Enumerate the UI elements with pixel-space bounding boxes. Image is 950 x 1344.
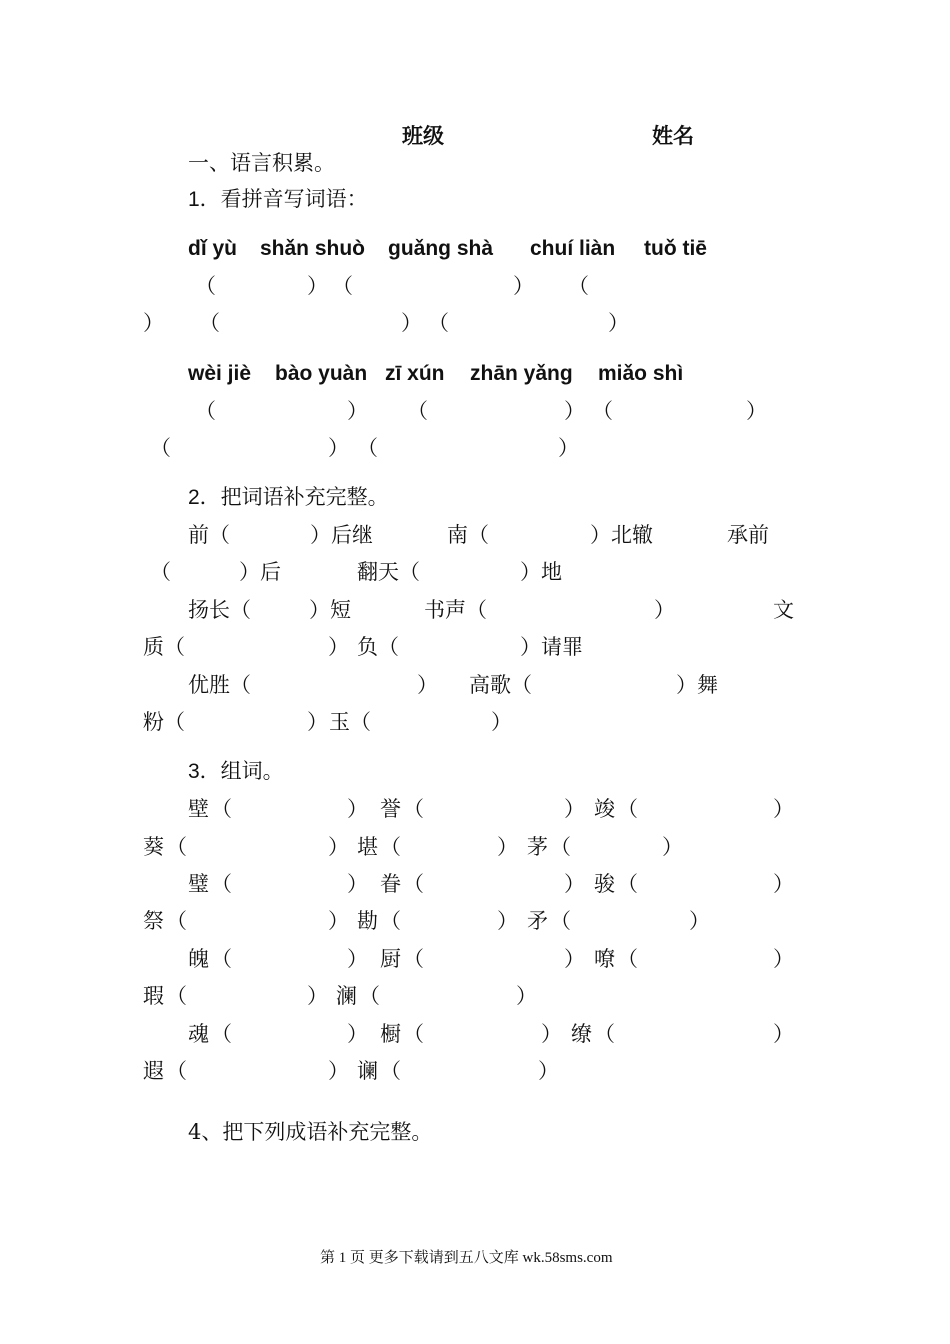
fill-text: （ bbox=[150, 560, 171, 584]
answer-blank-close: ） bbox=[328, 1059, 349, 1083]
answer-blank-close: ） bbox=[347, 399, 368, 423]
answer-blank-open: （ bbox=[617, 797, 638, 821]
answer-blank-open: （ bbox=[166, 909, 187, 933]
word-char: 壁 bbox=[188, 797, 209, 821]
answer-blank-close: ） bbox=[347, 947, 368, 971]
word-char: 缭 bbox=[571, 1022, 592, 1046]
answer-blank-close: ） bbox=[328, 835, 349, 859]
answer-blank-close: ） bbox=[689, 909, 710, 933]
answer-blank-open: （ bbox=[380, 835, 401, 859]
fill-text: ）请罪 bbox=[520, 635, 583, 659]
answer-blank-close: ） bbox=[347, 797, 368, 821]
answer-blank-open: （ bbox=[199, 311, 220, 335]
pinyin-4: chuí liàn bbox=[530, 237, 616, 260]
answer-blank-open: （ bbox=[550, 909, 571, 933]
answer-blank-close: ） bbox=[662, 835, 683, 859]
answer-blank-open: （ bbox=[359, 984, 380, 1008]
word-char: 魄 bbox=[188, 947, 209, 971]
fill-text: 高歌（ bbox=[469, 673, 532, 697]
word-char: 祭 bbox=[143, 909, 164, 933]
fill-text: 玉（ bbox=[329, 710, 371, 734]
question-2-title: 2．把词语补充完整。 bbox=[188, 486, 389, 509]
word-char: 厨 bbox=[380, 947, 401, 971]
answer-blank-open: （ bbox=[211, 797, 232, 821]
fill-text: 优胜（ bbox=[188, 673, 251, 697]
answer-blank-open: （ bbox=[166, 835, 187, 859]
answer-blank-open: （ bbox=[332, 274, 353, 298]
class-label: 班级 bbox=[402, 125, 444, 148]
answer-blank-open: （ bbox=[407, 399, 428, 423]
answer-blank-open: （ bbox=[166, 1059, 187, 1083]
question-3-title: 3．组词。 bbox=[188, 760, 284, 783]
answer-blank-open: （ bbox=[403, 947, 424, 971]
pinyin-1: dǐ yù bbox=[188, 237, 238, 260]
pinyin-9: zhān yǎng bbox=[470, 362, 573, 385]
fill-text: 承前 bbox=[727, 523, 769, 547]
fill-text: 翻天（ bbox=[357, 560, 420, 584]
answer-blank-open: （ bbox=[211, 872, 232, 896]
answer-blank-open: （ bbox=[403, 797, 424, 821]
word-char: 谰 bbox=[357, 1059, 378, 1083]
fill-text: ）舞 bbox=[676, 673, 718, 697]
fill-text: 质（ bbox=[143, 635, 185, 659]
answer-blank-close: ） bbox=[773, 872, 794, 896]
fill-text: 南（ bbox=[447, 523, 489, 547]
word-char: 骏 bbox=[594, 872, 615, 896]
fill-text: 书声（ bbox=[424, 598, 487, 622]
section-title: 一、语言积累。 bbox=[188, 151, 335, 175]
answer-blank-open: （ bbox=[592, 399, 613, 423]
word-char: 竣 bbox=[594, 797, 615, 821]
word-char: 眷 bbox=[380, 872, 401, 896]
word-char: 橱 bbox=[380, 1022, 401, 1046]
fill-text: ） bbox=[307, 710, 328, 734]
answer-blank-close: ） bbox=[773, 947, 794, 971]
answer-blank-close: ） bbox=[347, 872, 368, 896]
fill-text: 前（ bbox=[188, 523, 230, 547]
answer-blank-close: ） bbox=[516, 984, 537, 1008]
answer-blank-close: ） bbox=[541, 1022, 562, 1046]
answer-blank-close: ） bbox=[497, 835, 518, 859]
answer-blank-open: （ bbox=[211, 947, 232, 971]
question-4-title: 4、把下列成语补充完整。 bbox=[188, 1120, 433, 1144]
answer-blank-close: ） bbox=[347, 1022, 368, 1046]
word-char: 魂 bbox=[188, 1022, 209, 1046]
fill-text: ） bbox=[491, 710, 512, 734]
page-footer: 第 1 页 更多下载请到五八文库 wk.58sms.com bbox=[320, 1250, 613, 1266]
answer-blank-open: （ bbox=[594, 1022, 615, 1046]
fill-text: 文 bbox=[773, 598, 794, 622]
answer-blank-close: ） bbox=[746, 399, 767, 423]
answer-blank-open: （ bbox=[195, 399, 216, 423]
word-char: 嘹 bbox=[594, 947, 615, 971]
word-char: 矛 bbox=[527, 909, 548, 933]
answer-blank-open: （ bbox=[380, 1059, 401, 1083]
answer-blank-open: （ bbox=[550, 835, 571, 859]
answer-blank-close: ） bbox=[564, 797, 585, 821]
pinyin-6: wèi jiè bbox=[188, 362, 252, 385]
answer-blank-open: （ bbox=[380, 909, 401, 933]
answer-blank-open: （ bbox=[403, 872, 424, 896]
fill-text: ） bbox=[654, 598, 675, 622]
answer-blank-open: （ bbox=[617, 872, 638, 896]
answer-blank-open: （ bbox=[428, 311, 449, 335]
answer-blank-close: ） bbox=[558, 436, 579, 460]
pinyin-7: bào yuàn bbox=[275, 362, 368, 385]
fill-text: ）北辙 bbox=[590, 523, 653, 547]
word-char: 誉 bbox=[380, 797, 401, 821]
fill-text: ）后 bbox=[239, 560, 281, 584]
answer-blank-close: ） bbox=[564, 872, 585, 896]
fill-text: ） bbox=[328, 635, 349, 659]
answer-blank-close: ） bbox=[307, 984, 328, 1008]
answer-blank-close: ） bbox=[328, 436, 349, 460]
answer-blank-close: ） bbox=[564, 399, 585, 423]
answer-blank-close: ） bbox=[538, 1059, 559, 1083]
answer-blank-close: ） bbox=[608, 311, 629, 335]
answer-blank-close: ） bbox=[143, 311, 164, 335]
answer-blank-open: （ bbox=[211, 1022, 232, 1046]
answer-blank-open: （ bbox=[195, 274, 216, 298]
word-char: 葵 bbox=[143, 835, 164, 859]
fill-text: 粉（ bbox=[143, 710, 185, 734]
answer-blank-open: （ bbox=[357, 436, 378, 460]
name-label: 姓名 bbox=[652, 125, 694, 148]
word-char: 璧 bbox=[188, 872, 209, 896]
answer-blank-close: ） bbox=[497, 909, 518, 933]
word-char: 瑕 bbox=[143, 984, 164, 1008]
answer-blank-open: （ bbox=[568, 274, 589, 298]
word-char: 勘 bbox=[357, 909, 378, 933]
pinyin-2: shǎn shuò bbox=[260, 237, 366, 260]
word-char: 澜 bbox=[336, 984, 357, 1008]
fill-text: 负（ bbox=[357, 635, 399, 659]
answer-blank-close: ） bbox=[307, 274, 328, 298]
answer-blank-close: ） bbox=[773, 1022, 794, 1046]
word-char: 堪 bbox=[357, 835, 378, 859]
pinyin-8: zī xún bbox=[385, 362, 445, 385]
answer-blank-open: （ bbox=[617, 947, 638, 971]
fill-text: ）后继 bbox=[310, 523, 373, 547]
answer-blank-close: ） bbox=[513, 274, 534, 298]
fill-text: ）地 bbox=[520, 560, 562, 584]
word-char: 遐 bbox=[143, 1059, 164, 1083]
pinyin-5: tuǒ tiē bbox=[644, 237, 707, 260]
answer-blank-close: ） bbox=[773, 797, 794, 821]
pinyin-3: guǎng shà bbox=[388, 237, 494, 260]
fill-text: 扬长（ bbox=[188, 598, 251, 622]
answer-blank-open: （ bbox=[166, 984, 187, 1008]
answer-blank-open: （ bbox=[150, 436, 171, 460]
pinyin-10: miǎo shì bbox=[598, 362, 684, 385]
fill-text: ） bbox=[417, 673, 438, 697]
answer-blank-close: ） bbox=[564, 947, 585, 971]
answer-blank-close: ） bbox=[401, 311, 422, 335]
answer-blank-open: （ bbox=[403, 1022, 424, 1046]
answer-blank-close: ） bbox=[328, 909, 349, 933]
fill-text: ）短 bbox=[309, 598, 351, 622]
question-1-title: 1．看拼音写词语： bbox=[188, 188, 368, 211]
word-char: 茅 bbox=[527, 835, 548, 859]
